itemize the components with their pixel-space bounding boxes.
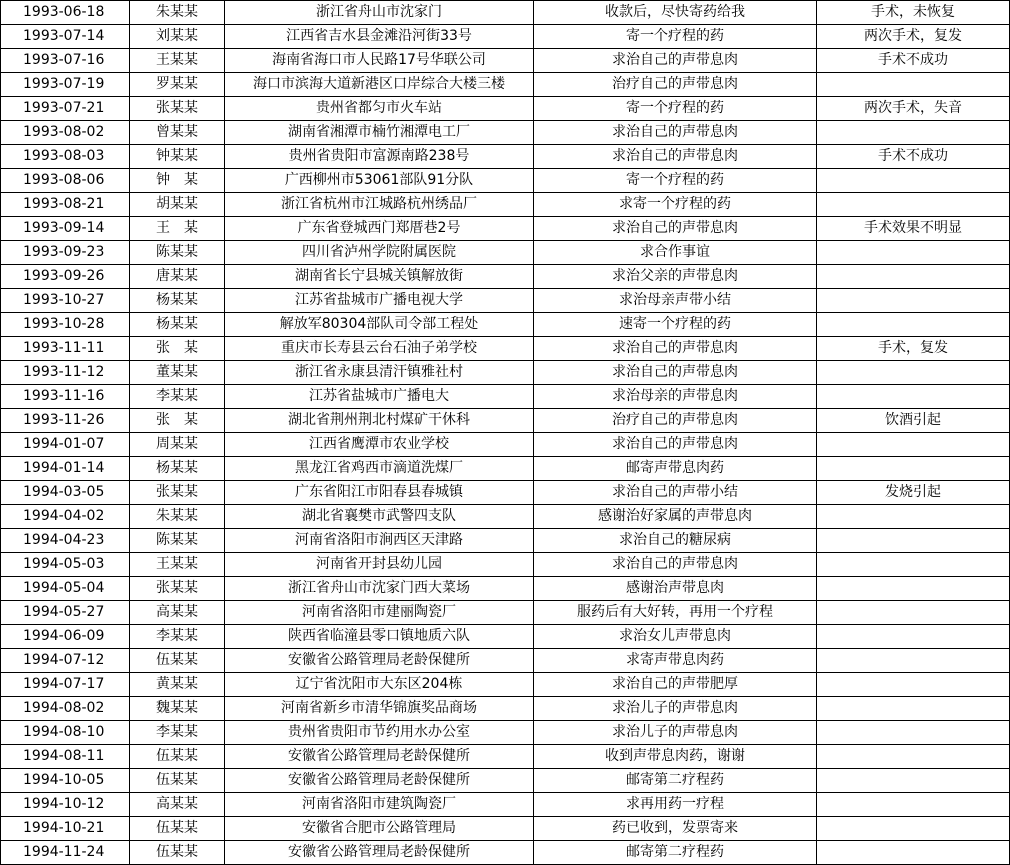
remark-cell: [817, 121, 1010, 145]
matter-cell: 求寄声带息肉药: [534, 649, 817, 673]
date-cell: 1994-08-02: [1, 697, 130, 721]
remark-cell: [817, 649, 1010, 673]
name-cell: 周某某: [130, 433, 225, 457]
address-cell: 安徽省合肥市公路管理局: [225, 817, 534, 841]
name-cell: 伍某某: [130, 841, 225, 865]
matter-cell: 求治父亲的声带息肉: [534, 265, 817, 289]
address-cell: 江苏省盐城市广播电大: [225, 385, 534, 409]
remark-cell: [817, 361, 1010, 385]
table-row: [1, 841, 1010, 865]
name-cell: 钟某某: [130, 145, 225, 169]
name-cell: 张 某: [130, 409, 225, 433]
address-cell: 河南省洛阳市建筑陶瓷厂: [225, 793, 534, 817]
table-row: [1, 409, 1010, 433]
address-cell: 安徽省公路管理局老龄保健所: [225, 769, 534, 793]
table-row: [1, 121, 1010, 145]
matter-cell: 感谢治好家属的声带息肉: [534, 505, 817, 529]
address-cell: 浙江省永康县清汗镇雅社村: [225, 361, 534, 385]
address-cell: 辽宁省沈阳市大东区204栋: [225, 673, 534, 697]
matter-cell: 求治自己的声带息肉: [534, 361, 817, 385]
name-cell: 黄某某: [130, 673, 225, 697]
table-row: [1, 697, 1010, 721]
table-row: [1, 97, 1010, 121]
matter-cell: 寄一个疗程的药: [534, 169, 817, 193]
name-cell: 李某某: [130, 385, 225, 409]
matter-cell: 感谢治声带息肉: [534, 577, 817, 601]
table-row: [1, 241, 1010, 265]
address-cell: 贵州省贵阳市富源南路238号: [225, 145, 534, 169]
name-cell: 朱某某: [130, 1, 225, 25]
matter-cell: 求再用药一疗程: [534, 793, 817, 817]
matter-cell: 治疗自己的声带息肉: [534, 73, 817, 97]
remark-cell: [817, 697, 1010, 721]
name-cell: 王某某: [130, 553, 225, 577]
table-row: [1, 193, 1010, 217]
address-cell: 江苏省盐城市广播电视大学: [225, 289, 534, 313]
name-cell: 魏某某: [130, 697, 225, 721]
date-cell: 1993-07-16: [1, 49, 130, 73]
address-cell: 河南省开封县幼儿园: [225, 553, 534, 577]
address-cell: 安徽省公路管理局老龄保健所: [225, 649, 534, 673]
name-cell: 陈某某: [130, 241, 225, 265]
remark-cell: [817, 169, 1010, 193]
remark-cell: [817, 601, 1010, 625]
matter-cell: 邮寄第二疗程药: [534, 841, 817, 865]
matter-cell: 寄一个疗程的药: [534, 97, 817, 121]
remark-cell: 手术不成功: [817, 145, 1010, 169]
address-cell: 重庆市长寿县云台石油子弟学校: [225, 337, 534, 361]
matter-cell: 寄一个疗程的药: [534, 25, 817, 49]
remark-cell: [817, 73, 1010, 97]
table-row: [1, 25, 1010, 49]
remark-cell: 手术不成功: [817, 49, 1010, 73]
address-cell: 河南省洛阳市建丽陶瓷厂: [225, 601, 534, 625]
date-cell: 1994-07-17: [1, 673, 130, 697]
name-cell: 刘某某: [130, 25, 225, 49]
date-cell: 1993-08-21: [1, 193, 130, 217]
matter-cell: 治疗自己的声带息肉: [534, 409, 817, 433]
date-cell: 1994-05-04: [1, 577, 130, 601]
date-cell: 1994-10-05: [1, 769, 130, 793]
address-cell: 贵州省都匀市火车站: [225, 97, 534, 121]
table-row: [1, 265, 1010, 289]
date-cell: 1994-04-02: [1, 505, 130, 529]
matter-cell: 求合作事谊: [534, 241, 817, 265]
matter-cell: 求治自己的声带息肉: [534, 121, 817, 145]
remark-cell: [817, 529, 1010, 553]
remark-cell: [817, 745, 1010, 769]
name-cell: 高某某: [130, 601, 225, 625]
matter-cell: 药已收到，发票寄来: [534, 817, 817, 841]
name-cell: 张某某: [130, 97, 225, 121]
name-cell: 张 某: [130, 337, 225, 361]
table-row: [1, 169, 1010, 193]
remark-cell: [817, 841, 1010, 865]
remark-cell: [817, 673, 1010, 697]
date-cell: 1993-10-28: [1, 313, 130, 337]
matter-cell: 求治母亲的声带息肉: [534, 385, 817, 409]
name-cell: 李某某: [130, 625, 225, 649]
address-cell: 河南省新乡市清华锦旗奖品商场: [225, 697, 534, 721]
address-cell: 四川省泸州学院附属医院: [225, 241, 534, 265]
matter-cell: 求治自己的声带息肉: [534, 217, 817, 241]
date-cell: 1993-08-06: [1, 169, 130, 193]
name-cell: 杨某某: [130, 289, 225, 313]
name-cell: 张某某: [130, 577, 225, 601]
date-cell: 1994-08-11: [1, 745, 130, 769]
table-row: [1, 457, 1010, 481]
matter-cell: 求治母亲声带小结: [534, 289, 817, 313]
matter-cell: 服药后有大好转，再用一个疗程: [534, 601, 817, 625]
name-cell: 伍某某: [130, 649, 225, 673]
address-cell: 浙江省杭州市江城路杭州绣品厂: [225, 193, 534, 217]
remark-cell: [817, 625, 1010, 649]
matter-cell: 求治自己的声带息肉: [534, 337, 817, 361]
table-row: [1, 145, 1010, 169]
table-row: [1, 433, 1010, 457]
date-cell: 1994-01-14: [1, 457, 130, 481]
matter-cell: 收到声带息肉药，谢谢: [534, 745, 817, 769]
table-row: [1, 361, 1010, 385]
remark-cell: [817, 313, 1010, 337]
name-cell: 张某某: [130, 481, 225, 505]
matter-cell: 速寄一个疗程的药: [534, 313, 817, 337]
name-cell: 唐某某: [130, 265, 225, 289]
matter-cell: 收款后，尽快寄药给我: [534, 1, 817, 25]
table-row: [1, 649, 1010, 673]
remark-cell: 两次手术，失音: [817, 97, 1010, 121]
date-cell: 1994-11-24: [1, 841, 130, 865]
table-row: [1, 289, 1010, 313]
address-cell: 黑龙江省鸡西市滴道洗煤厂: [225, 457, 534, 481]
name-cell: 钟 某: [130, 169, 225, 193]
address-cell: 浙江省舟山市沈家门西大菜场: [225, 577, 534, 601]
name-cell: 杨某某: [130, 457, 225, 481]
address-cell: 河南省洛阳市涧西区天津路: [225, 529, 534, 553]
remark-cell: [817, 265, 1010, 289]
remark-cell: [817, 505, 1010, 529]
name-cell: 伍某某: [130, 769, 225, 793]
address-cell: 海口市滨海大道新港区口岸综合大楼三楼: [225, 73, 534, 97]
matter-cell: 邮寄声带息肉药: [534, 457, 817, 481]
remark-cell: 饮酒引起: [817, 409, 1010, 433]
date-cell: 1993-09-23: [1, 241, 130, 265]
matter-cell: 邮寄第二疗程药: [534, 769, 817, 793]
address-cell: 安徽省公路管理局老龄保健所: [225, 841, 534, 865]
name-cell: 李某某: [130, 721, 225, 745]
table-row: [1, 313, 1010, 337]
table-row: [1, 745, 1010, 769]
date-cell: 1993-08-02: [1, 121, 130, 145]
name-cell: 董某某: [130, 361, 225, 385]
remark-cell: [817, 577, 1010, 601]
date-cell: 1993-10-27: [1, 289, 130, 313]
remark-cell: [817, 385, 1010, 409]
matter-cell: 求治自己的声带小结: [534, 481, 817, 505]
name-cell: 曾某某: [130, 121, 225, 145]
date-cell: 1994-04-23: [1, 529, 130, 553]
date-cell: 1994-10-21: [1, 817, 130, 841]
date-cell: 1994-08-10: [1, 721, 130, 745]
remark-cell: [817, 457, 1010, 481]
address-cell: 浙江省舟山市沈家门: [225, 1, 534, 25]
table-row: [1, 1, 1010, 25]
date-cell: 1993-11-11: [1, 337, 130, 361]
table-row: [1, 553, 1010, 577]
date-cell: 1993-08-03: [1, 145, 130, 169]
matter-cell: 求治儿子的声带息肉: [534, 697, 817, 721]
address-cell: 湖北省襄樊市武警四支队: [225, 505, 534, 529]
remark-cell: [817, 817, 1010, 841]
address-cell: 安徽省公路管理局老龄保健所: [225, 745, 534, 769]
date-cell: 1993-09-14: [1, 217, 130, 241]
date-cell: 1993-07-19: [1, 73, 130, 97]
address-cell: 海南省海口市人民路17号华联公司: [225, 49, 534, 73]
date-cell: 1994-07-12: [1, 649, 130, 673]
matter-cell: 求寄一个疗程的药: [534, 193, 817, 217]
address-cell: 广东省阳江市阳春县春城镇: [225, 481, 534, 505]
date-cell: 1993-06-18: [1, 1, 130, 25]
table-row: [1, 721, 1010, 745]
address-cell: 湖南省湘潭市楠竹湘潭电工厂: [225, 121, 534, 145]
address-cell: 江西省鹰潭市农业学校: [225, 433, 534, 457]
name-cell: 罗某某: [130, 73, 225, 97]
matter-cell: 求治自己的声带息肉: [534, 553, 817, 577]
remark-cell: [817, 193, 1010, 217]
date-cell: 1993-07-21: [1, 97, 130, 121]
name-cell: 王某某: [130, 49, 225, 73]
table-row: [1, 73, 1010, 97]
remark-cell: [817, 721, 1010, 745]
table-row: [1, 217, 1010, 241]
matter-cell: 求治儿子的声带息肉: [534, 721, 817, 745]
date-cell: 1993-09-26: [1, 265, 130, 289]
remark-cell: 两次手术，复发: [817, 25, 1010, 49]
matter-cell: 求治自己的声带息肉: [534, 433, 817, 457]
name-cell: 朱某某: [130, 505, 225, 529]
remark-cell: [817, 241, 1010, 265]
matter-cell: 求治女儿声带息肉: [534, 625, 817, 649]
remark-cell: 手术，复发: [817, 337, 1010, 361]
date-cell: 1993-07-14: [1, 25, 130, 49]
name-cell: 伍某某: [130, 817, 225, 841]
table-row: [1, 793, 1010, 817]
letters-table-body: [1, 1, 1010, 865]
table-row: [1, 49, 1010, 73]
remark-cell: 发烧引起: [817, 481, 1010, 505]
name-cell: 陈某某: [130, 529, 225, 553]
date-cell: 1993-11-16: [1, 385, 130, 409]
remark-cell: 手术，未恢复: [817, 1, 1010, 25]
name-cell: 王 某: [130, 217, 225, 241]
table-row: [1, 481, 1010, 505]
name-cell: 高某某: [130, 793, 225, 817]
name-cell: 伍某某: [130, 745, 225, 769]
remark-cell: [817, 289, 1010, 313]
remark-cell: [817, 769, 1010, 793]
date-cell: 1994-03-05: [1, 481, 130, 505]
table-row: [1, 529, 1010, 553]
table-row: [1, 577, 1010, 601]
date-cell: 1994-01-07: [1, 433, 130, 457]
date-cell: 1993-11-12: [1, 361, 130, 385]
address-cell: 广东省登城西门郑厝巷2号: [225, 217, 534, 241]
table-row: [1, 337, 1010, 361]
remark-cell: 手术效果不明显: [817, 217, 1010, 241]
matter-cell: 求治自己的声带息肉: [534, 145, 817, 169]
table-row: [1, 625, 1010, 649]
matter-cell: 求治自己的声带肥厚: [534, 673, 817, 697]
remark-cell: [817, 553, 1010, 577]
name-cell: 胡某某: [130, 193, 225, 217]
address-cell: 湖南省长宁县城关镇解放街: [225, 265, 534, 289]
date-cell: 1994-05-27: [1, 601, 130, 625]
table-row: [1, 505, 1010, 529]
table-row: [1, 817, 1010, 841]
address-cell: 广西柳州市53061部队91分队: [225, 169, 534, 193]
address-cell: 解放军80304部队司令部工程处: [225, 313, 534, 337]
address-cell: 贵州省贵阳市节约用水办公室: [225, 721, 534, 745]
table-row: [1, 385, 1010, 409]
matter-cell: 求治自己的糖尿病: [534, 529, 817, 553]
remark-cell: [817, 433, 1010, 457]
table-row: [1, 601, 1010, 625]
table-row: [1, 769, 1010, 793]
name-cell: 杨某某: [130, 313, 225, 337]
remark-cell: [817, 793, 1010, 817]
matter-cell: 求治自己的声带息肉: [534, 49, 817, 73]
date-cell: 1993-11-26: [1, 409, 130, 433]
date-cell: 1994-05-03: [1, 553, 130, 577]
address-cell: 江西省吉水县金滩沿河街33号: [225, 25, 534, 49]
date-cell: 1994-06-09: [1, 625, 130, 649]
address-cell: 湖北省荆州荆北村煤矿干休科: [225, 409, 534, 433]
address-cell: 陕西省临潼县零口镇地质六队: [225, 625, 534, 649]
table-row: [1, 673, 1010, 697]
date-cell: 1994-10-12: [1, 793, 130, 817]
